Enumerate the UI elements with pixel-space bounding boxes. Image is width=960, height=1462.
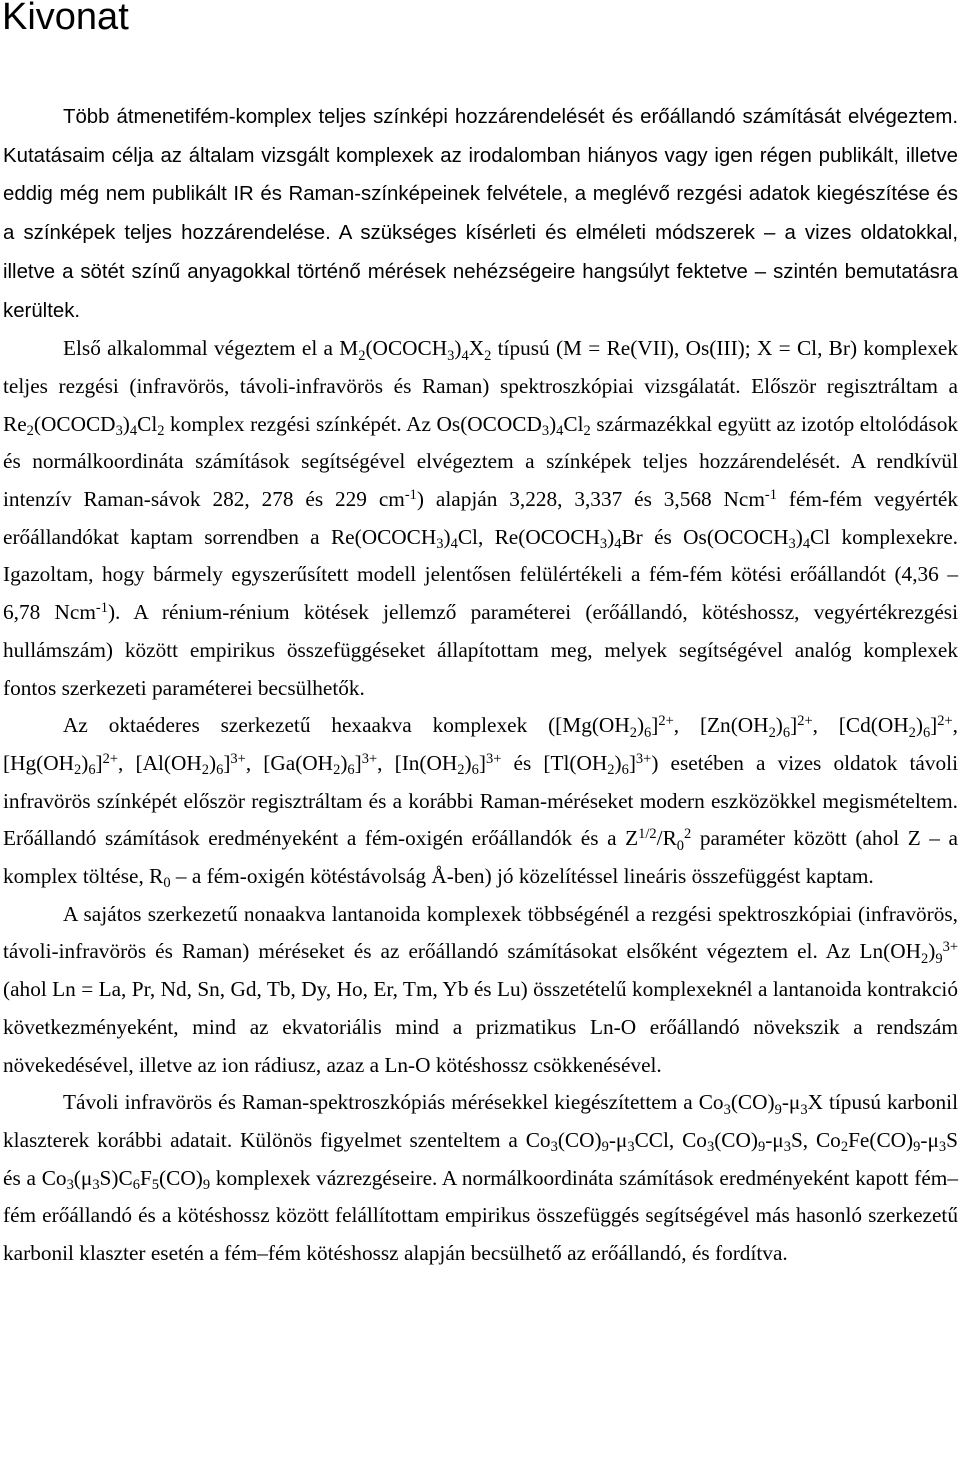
subscript: 3	[92, 1177, 100, 1194]
text-run: , [Cd(OH	[812, 713, 909, 738]
text-run: A sajátos szerkezetű nonaakva lantanoida komplexek többségénél a rezgési spektroszkópiai (infravörös, távoli-infravörös és Raman) méréseket és az erőállandó számításokat elsőként végeztem el. Az Ln(OH	[3, 901, 958, 964]
superscript: 3+	[230, 750, 246, 767]
abstract-body	[3, 98, 958, 1273]
subscript: 3	[627, 1139, 635, 1156]
superscript: 2+	[102, 750, 119, 767]
text-run: (ahol Ln = La, Pr, Nd, Sn, Gd, Tb, Dy, Ho, Er, Tm, Yb és Lu) összetételű komplexeknél a lantanoida kontrakció következményeként, mind az ekvatoriális mind a prizmatikus Ln-O erőállandó növekszik a rendszám növekedésével, illetve az ion rádiusz, azaz a Ln-O kötéshossz csökkenésével.	[3, 977, 958, 1077]
subscript: 2	[201, 762, 209, 779]
subscript: 4	[450, 536, 458, 553]
text-run: )	[464, 750, 472, 775]
text-run: /R	[656, 826, 677, 851]
text-run: Cl	[563, 411, 584, 436]
text-run: CCl, Co	[634, 1127, 707, 1152]
paragraph-rhenium-osmium	[3, 330, 958, 707]
text-run: )	[636, 713, 645, 738]
subscript: 6	[88, 762, 96, 779]
text-run: )	[454, 336, 462, 361]
subscript: 3	[550, 1139, 558, 1156]
text-run: Br és Os(OCOCH	[621, 524, 789, 549]
subscript: 2	[908, 724, 916, 741]
text-run: ]	[651, 713, 659, 738]
intro-text: Több átmenetifém-komplex teljes színképi hozzárendelését és erőállandó számítását elvégeztem. Kutatásaim célja az általam vizsgált komplexek az irodalomban hiányos vagy igen régen publikált, illetve eddig még nem publikált IR és Raman-színképeinek felvétele, a meglévő rezgési adatok kiegészítése és a színképek teljes hozzárendelése. A szükséges kísérleti és elméleti módszerek – a vizes oldatokkal, illetve a sötét színű anyagokkal történő mérések nehézségeire hangsúlyt fektetve – szintén bemutatásra kerültek.	[3, 106, 958, 322]
subscript: 9	[913, 1139, 921, 1156]
text-run: ) alapján 3,228, 3,337 és 3,568 Ncm	[416, 487, 765, 512]
subscript: 0	[163, 875, 171, 892]
text-run: -μ	[781, 1090, 801, 1115]
text-run: típusú (M = Re(VII), Os(III); X = Cl, Br) komplexek teljes rezgési (infravörös, távoli-infravörös és Raman) spektroszkópiai vizsgálatát. Először regisztráltam a Re	[3, 336, 958, 436]
subscript: 4	[802, 536, 811, 553]
subscript: 6	[132, 1177, 140, 1194]
subscript: 6	[782, 724, 791, 741]
superscript: 3+	[635, 750, 652, 767]
subscript: 2	[840, 1139, 849, 1156]
text-run: ]	[478, 750, 486, 775]
text-run: Cl	[137, 411, 158, 436]
text-run: ]	[95, 750, 103, 775]
text-run: Az oktaéderes szerkezetű hexaakva komplexek ([Mg(OH	[63, 713, 630, 738]
text-run: Cl komplexekre. Igazoltam, hogy bármely egyszerűsített modell jelentősen felülértékeli a fém-fém kötési erőállandót (4,36 – 6,78 Ncm	[3, 524, 958, 625]
text-run: , [Zn(OH	[673, 713, 769, 738]
text-run: ]	[930, 713, 938, 738]
text-run: (CO)	[557, 1127, 602, 1152]
subscript: 9	[935, 950, 943, 967]
text-run: (CO)	[159, 1165, 203, 1190]
text-run: -μ	[920, 1127, 939, 1152]
subscript: 6	[644, 724, 652, 741]
text-run: ]	[223, 750, 231, 775]
text-run: S)C	[99, 1165, 133, 1190]
subscript: 3	[938, 1139, 947, 1156]
subscript: 4	[614, 536, 622, 553]
subscript: 2	[768, 724, 776, 741]
paragraph-intro	[3, 98, 958, 330]
text-run: származékkal együtt az izotóp eltolódások és normálkoordináta számítások segítségével elvégeztem a színképek teljes hozzárendelését. A rendkívül intenzív Raman-sávok 282, 278 és 229 cm	[3, 411, 958, 512]
text-run: S, Co	[790, 1127, 841, 1152]
subscript: 6	[471, 762, 479, 779]
paragraph-lanthanoid	[3, 896, 958, 1085]
subscript: 2	[457, 762, 465, 779]
subscript: 4	[129, 422, 138, 439]
superscript: 2+	[658, 713, 674, 730]
subscript: 6	[216, 762, 224, 779]
subscript: 2	[333, 762, 341, 779]
text-run: )	[795, 524, 803, 549]
subscript: 9	[757, 1139, 766, 1156]
text-run: paraméter között (ahol Z – a komplex töltése, R	[3, 826, 958, 889]
text-run: X típusú karbonil klaszterek korábbi adatait. Különös figyelmet szenteltem a Co	[3, 1090, 958, 1152]
subscript: 6	[922, 724, 931, 741]
text-run: )	[915, 713, 923, 738]
text-run: )	[928, 939, 936, 964]
subscript: 2	[921, 950, 929, 967]
subscript: 3	[723, 1101, 731, 1118]
subscript: 9	[601, 1139, 609, 1156]
text-run: fém-fém vegyérték erőállandókat kaptam sorrendben a Re(OCOCH	[3, 487, 958, 549]
subscript: 3	[783, 1139, 791, 1156]
subscript: 3	[541, 422, 550, 439]
text-run: )	[81, 750, 89, 775]
subscript: 2	[583, 422, 591, 439]
text-run: és [Tl(OH	[501, 750, 608, 775]
text-run: ]	[790, 713, 798, 738]
text-run: )	[549, 411, 557, 436]
subscript: 6	[621, 762, 629, 779]
subscript: 2	[484, 347, 492, 364]
text-run: ]	[628, 750, 636, 775]
text-run: S és a Co	[3, 1127, 958, 1190]
text-run: )	[614, 750, 622, 775]
text-run: komplex rezgési színképét. Az Os(OCOCD	[164, 411, 542, 436]
text-run: (OCOCD	[33, 411, 116, 436]
subscript: 2	[358, 347, 366, 364]
subscript: 6	[347, 762, 355, 779]
text-run: komplexek vázrezgéseire. A normálkoordináta számítások eredményeként kapott fém–fém erőállandó és a kötéshossz között felállítottam empirikus összefüggés segítségével más hasonló szerkezetű karbonil klaszter esetén a fém–fém kötéshossz alapján becsülhető az erőállandó, és fordítva.	[3, 1165, 958, 1266]
superscript: -1	[404, 486, 417, 503]
superscript: 2+	[937, 713, 953, 730]
subscript: 3	[788, 536, 796, 553]
text-run: F	[139, 1165, 152, 1190]
text-run: )	[607, 524, 615, 549]
superscript: 2+	[797, 713, 813, 730]
text-run: )	[443, 524, 451, 549]
subscript: 3	[706, 1139, 715, 1156]
subscript: 3	[115, 422, 123, 439]
text-run: )	[122, 411, 130, 436]
text-run: X	[468, 336, 485, 361]
paragraph-hexaaqua	[3, 707, 958, 896]
text-run: ) esetében a vizes oldatok távoli infravörös színképét először regisztráltam és a korábbi Raman-méréseket modern eszközökkel megismételtem. Erőállandó számítások eredményeként a fém-oxigén erőállandók és a Z	[3, 750, 958, 851]
subscript: 2	[607, 762, 615, 779]
text-run: Cl, Re(OCOCH	[457, 524, 600, 549]
subscript: 3	[436, 536, 444, 553]
subscript: 2	[157, 422, 165, 439]
text-run: )	[209, 750, 217, 775]
subscript: 2	[26, 422, 34, 439]
text-run: (μ	[73, 1165, 93, 1190]
subscript: 3	[66, 1177, 74, 1194]
text-run: , [Ga(OH	[245, 750, 334, 775]
subscript: 5	[151, 1177, 160, 1194]
superscript: -1	[764, 486, 777, 503]
superscript: 3+	[942, 939, 958, 956]
text-run: )	[775, 713, 783, 738]
subscript: 3	[800, 1101, 808, 1118]
superscript: 3+	[485, 750, 502, 767]
page-title: Kivonat	[2, 0, 129, 38]
text-run: Távoli infravörös és Raman-spektroszkópiás mérésekkel kiegészítettem a Co	[63, 1090, 724, 1115]
subscript: 9	[202, 1177, 211, 1194]
superscript: 2	[684, 826, 692, 843]
text-run: ]	[354, 750, 362, 775]
subscript: 9	[774, 1101, 782, 1118]
text-run: -μ	[765, 1127, 784, 1152]
superscript: -1	[95, 599, 108, 616]
superscript: 3+	[361, 750, 378, 767]
subscript: 4	[461, 347, 469, 364]
text-run: -μ	[608, 1127, 628, 1152]
text-run: (CO)	[730, 1090, 775, 1115]
subscript: 3	[599, 536, 608, 553]
paragraph-carbonyl-clusters	[3, 1084, 958, 1273]
text-run: , [In(OH	[377, 750, 458, 775]
subscript: 3	[447, 347, 455, 364]
subscript: 2	[629, 724, 637, 741]
text-run: Fe(CO)	[848, 1127, 914, 1152]
subscript: 2	[73, 762, 82, 779]
subscript: 4	[556, 422, 564, 439]
text-run: – a fém-oxigén kötéstávolság Å-ben) jó közelítéssel lineáris összefüggést kaptam.	[170, 864, 874, 889]
text-run: (CO)	[714, 1127, 758, 1152]
subscript: 0	[676, 837, 685, 854]
text-run: )	[340, 750, 348, 775]
text-run: , [Al(OH	[118, 750, 202, 775]
superscript: 1/2	[638, 826, 657, 843]
text-run: Első alkalommal végeztem el a M	[63, 336, 359, 361]
text-run: (OCOCH	[365, 336, 448, 361]
text-run: , [Hg(OH	[3, 713, 958, 775]
text-run: ). A rénium-rénium kötések jellemző paraméterei (erőállandó, kötéshossz, vegyértékrezgési hullámszám) között empirikus összefüggéseket állapítottam meg, melyek segítségével analóg komplexek fontos szerkezeti paraméterei becsülhetők.	[3, 600, 958, 700]
